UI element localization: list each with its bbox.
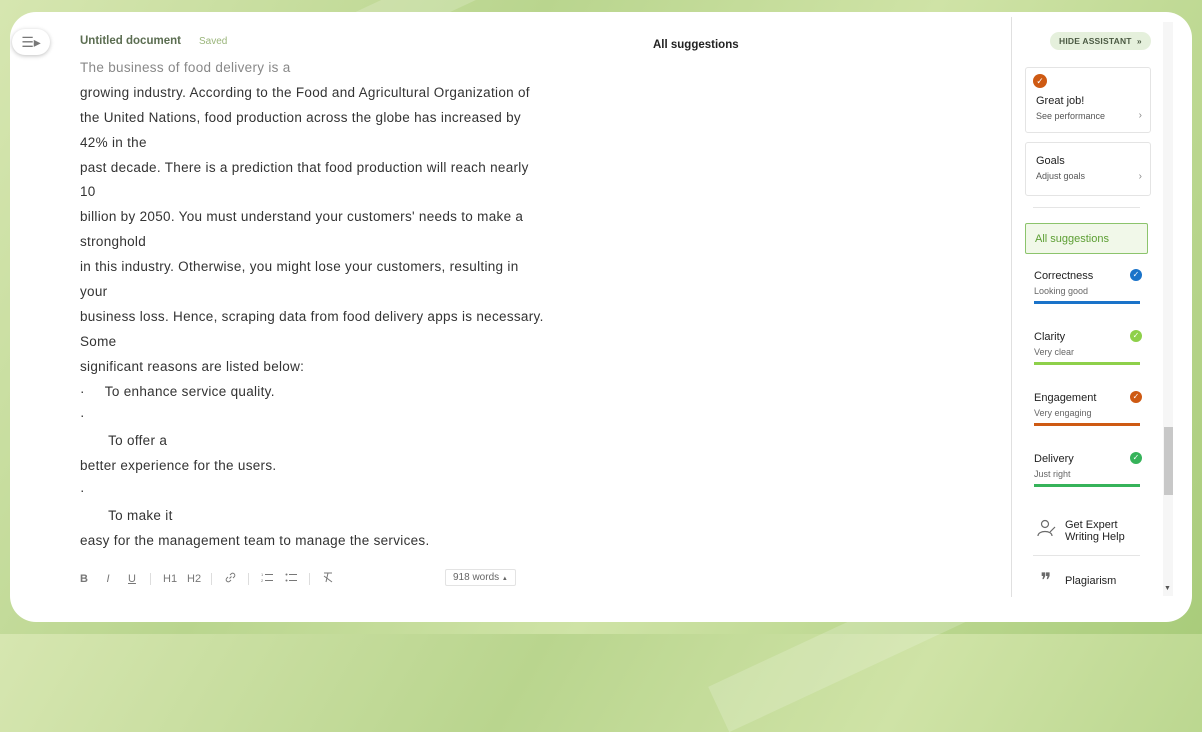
all-suggestions-tab[interactable]: All suggestions bbox=[1025, 223, 1148, 254]
toolbar-divider bbox=[211, 573, 212, 585]
text-line[interactable]: · To enhance service quality. bbox=[80, 383, 275, 399]
goals-title: Goals bbox=[1036, 155, 1065, 167]
hide-assistant-button[interactable] bbox=[1050, 32, 1151, 50]
caret-up-icon: ▲ bbox=[501, 576, 508, 582]
text-line[interactable]: better experience for the users. bbox=[80, 458, 277, 474]
toolbar-divider bbox=[150, 573, 151, 585]
bold-button[interactable]: B bbox=[80, 573, 88, 585]
word-count-button[interactable] bbox=[445, 569, 516, 586]
word-count-label: 918 words bbox=[453, 572, 500, 583]
metric-bar bbox=[1034, 423, 1140, 426]
metric-subtitle: Very clear bbox=[1034, 347, 1075, 357]
document-editor[interactable] bbox=[80, 56, 580, 554]
check-circle-icon: ✓ bbox=[1033, 74, 1047, 88]
text-line[interactable]: To offer a bbox=[80, 433, 168, 449]
plagiarism-button[interactable] bbox=[1035, 568, 1116, 593]
metric-bar bbox=[1034, 484, 1140, 487]
text-line[interactable]: The business of food delivery is a bbox=[80, 60, 291, 75]
metric-title: Clarity bbox=[1034, 331, 1066, 343]
svg-text:1: 1 bbox=[261, 572, 264, 577]
suggestions-heading: All suggestions bbox=[653, 39, 739, 51]
text-line[interactable]: · bbox=[80, 408, 85, 424]
hamburger-icon: ☰▸ bbox=[21, 33, 41, 50]
expert-help-label: Get Expert Writing Help bbox=[1065, 518, 1125, 543]
chevron-right-icon: › bbox=[1138, 110, 1142, 121]
text-line[interactable]: easy for the management team to manage the services. bbox=[80, 532, 430, 548]
text-line[interactable]: stronghold bbox=[80, 234, 147, 250]
heading1-button[interactable]: H1 bbox=[163, 573, 178, 585]
panel-divider-line bbox=[1033, 207, 1140, 208]
underline-button[interactable]: U bbox=[128, 573, 136, 585]
quote-icon: ❞ bbox=[1040, 570, 1052, 592]
chevron-right-icon: › bbox=[1138, 171, 1142, 182]
save-status: Saved bbox=[199, 36, 228, 47]
metric-clarity[interactable] bbox=[1034, 331, 1140, 365]
heading2-button[interactable]: H2 bbox=[187, 573, 202, 585]
performance-subtitle: See performance bbox=[1036, 111, 1106, 121]
text-line[interactable]: past decade. There is a prediction that food production will reach nearly bbox=[80, 159, 529, 175]
toolbar-divider bbox=[309, 573, 310, 585]
check-circle-icon: ✓ bbox=[1130, 269, 1142, 281]
text-line[interactable]: growing industry. According to the Food and Agricultural Organization of bbox=[80, 84, 530, 100]
document-title[interactable]: Untitled document bbox=[80, 35, 181, 47]
text-line[interactable]: in this industry. Otherwise, you might lose your customers, resulting in bbox=[80, 259, 519, 275]
text-line[interactable]: significant reasons are listed below: bbox=[80, 358, 305, 374]
scrollbar-track[interactable] bbox=[1163, 22, 1173, 596]
expert-person-icon bbox=[1035, 518, 1057, 543]
metric-bar bbox=[1034, 362, 1140, 365]
toolbar-divider bbox=[248, 573, 249, 585]
check-circle-icon: ✓ bbox=[1130, 452, 1142, 464]
format-toolbar bbox=[78, 569, 346, 589]
metric-delivery[interactable] bbox=[1034, 453, 1140, 487]
text-line[interactable]: · bbox=[80, 483, 85, 499]
metric-subtitle: Just right bbox=[1034, 469, 1071, 479]
performance-title: Great job! bbox=[1036, 95, 1085, 107]
plagiarism-label: Plagiarism bbox=[1065, 574, 1117, 587]
app-window bbox=[10, 12, 1192, 622]
metric-engagement[interactable] bbox=[1034, 392, 1140, 426]
scroll-down-arrow[interactable]: ▼ bbox=[1164, 585, 1171, 592]
menu-button[interactable] bbox=[12, 29, 50, 55]
text-line[interactable]: billion by 2050. You must understand your customers' needs to make a bbox=[80, 209, 524, 225]
panel-divider-line bbox=[1033, 555, 1140, 556]
metric-subtitle: Very engaging bbox=[1034, 408, 1092, 418]
metric-subtitle: Looking good bbox=[1034, 286, 1089, 296]
goals-card[interactable] bbox=[1025, 142, 1151, 196]
check-circle-icon: ✓ bbox=[1130, 330, 1142, 342]
text-line[interactable]: 10 bbox=[80, 184, 96, 200]
double-chevron-icon: » bbox=[1134, 36, 1142, 46]
italic-button[interactable]: I bbox=[106, 573, 110, 585]
svg-text:2: 2 bbox=[261, 578, 264, 583]
metric-title: Delivery bbox=[1034, 453, 1074, 465]
link-icon[interactable] bbox=[224, 572, 236, 586]
metric-title: Engagement bbox=[1034, 392, 1097, 404]
expert-help-button[interactable] bbox=[1035, 518, 1147, 543]
ordered-list-icon[interactable] bbox=[261, 572, 273, 586]
text-line[interactable]: the United Nations, food production across the globe has increased by bbox=[80, 109, 521, 125]
metric-correctness[interactable] bbox=[1034, 270, 1140, 304]
metric-title: Correctness bbox=[1034, 270, 1094, 282]
metric-bar bbox=[1034, 301, 1140, 304]
text-line[interactable]: To make it bbox=[80, 508, 173, 524]
goals-subtitle: Adjust goals bbox=[1036, 171, 1086, 181]
panel-divider bbox=[1011, 17, 1012, 597]
clear-format-icon[interactable] bbox=[322, 572, 334, 586]
hide-assistant-label: HIDE ASSISTANT bbox=[1059, 36, 1132, 46]
text-line[interactable]: 42% in the bbox=[80, 134, 147, 150]
scrollbar-thumb[interactable] bbox=[1164, 427, 1173, 495]
bullet-list-icon[interactable] bbox=[285, 572, 297, 586]
text-line[interactable]: business loss. Hence, scraping data from food delivery apps is necessary. bbox=[80, 308, 544, 324]
text-line[interactable]: Some bbox=[80, 333, 117, 349]
text-line[interactable]: your bbox=[80, 284, 108, 300]
check-circle-icon: ✓ bbox=[1130, 391, 1142, 403]
